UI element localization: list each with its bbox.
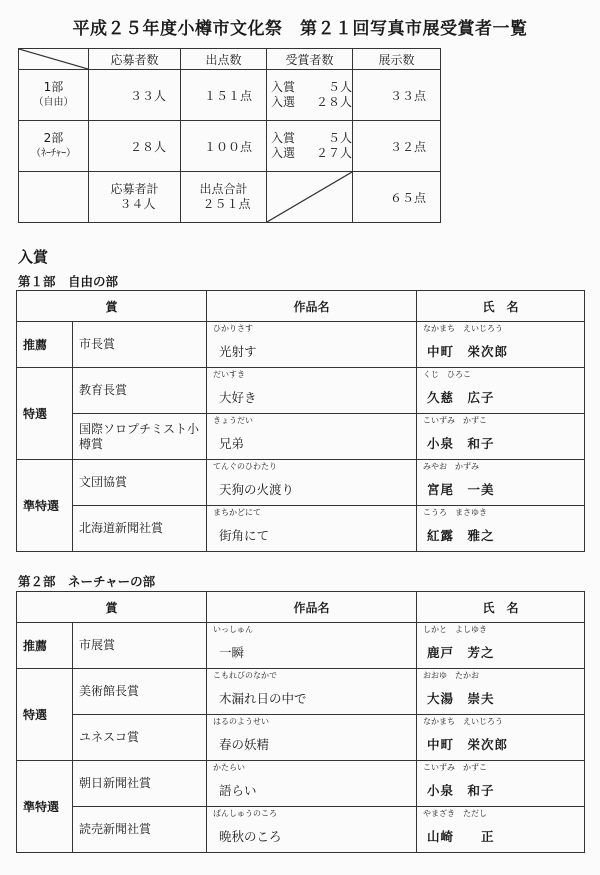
total-entries-value: ２５１点 <box>202 197 251 211</box>
photographer-name: 鹿戸 芳之 <box>417 636 585 669</box>
prize-name: 国際ソロプチミスト小樽賞 <box>73 414 207 460</box>
col-prize: 賞 <box>17 291 207 322</box>
rank-label: 準特選 <box>17 460 73 552</box>
category-label: 2部 <box>43 131 64 145</box>
work-reading: だいすき <box>207 368 417 382</box>
category-cell <box>19 70 89 121</box>
col-prize: 賞 <box>17 592 207 623</box>
col-name: 氏 名 <box>417 291 585 322</box>
work-reading: こもれびのなかで <box>207 669 417 683</box>
summary-row <box>19 70 441 121</box>
name-reading: くじ ひろこ <box>417 368 585 382</box>
total-entries-label: 出点合計 <box>199 182 248 196</box>
award-count: ５人 <box>327 80 352 94</box>
prize-name: 教育長賞 <box>73 368 207 414</box>
summary-table <box>18 48 441 223</box>
display-value: ３３点 <box>353 70 441 121</box>
rank-label: 特選 <box>17 368 73 460</box>
total-applicants-value: ３４人 <box>119 197 156 211</box>
work-title: 光射す <box>207 335 417 368</box>
award-row <box>17 761 585 775</box>
prize-name: 北海道新聞社賞 <box>73 506 207 552</box>
work-reading: ひかりさす <box>207 322 417 336</box>
work-reading: てんぐのひわたり <box>207 460 417 474</box>
photographer-name: 紅露 雅之 <box>417 519 585 552</box>
diagonal-line <box>267 172 352 222</box>
work-reading: ばんしゅうのころ <box>207 807 417 821</box>
name-reading: みやお かずみ <box>417 460 585 474</box>
name-reading: やまざき ただし <box>417 807 585 821</box>
total-entries-cell <box>181 172 267 223</box>
section-title: 第２部 ネーチャーの部 <box>18 574 156 589</box>
empty-cell <box>19 172 89 223</box>
category-sub: （ﾈｰﾁｬｰ） <box>31 148 76 159</box>
award-header-row <box>17 592 585 623</box>
award-table-section2 <box>16 591 585 853</box>
name-reading: こいずみ かずこ <box>417 761 585 775</box>
award-row <box>17 322 585 336</box>
award-type: 入選 <box>271 95 296 109</box>
photographer-name: 小泉 和子 <box>417 427 585 460</box>
award-type: 入賞 <box>271 80 296 94</box>
applicants-value: ３３人 <box>89 70 181 121</box>
award-row <box>17 460 585 474</box>
award-row <box>17 807 585 821</box>
header-applicants: 応募者数 <box>89 49 181 70</box>
total-applicants-cell <box>89 172 181 223</box>
name-reading: おおゆ たかお <box>417 669 585 683</box>
awardees-cell <box>267 70 353 121</box>
rank-label: 推薦 <box>17 322 73 368</box>
total-applicants-label: 応募者計 <box>110 182 159 196</box>
award-count: ２８人 <box>315 95 352 109</box>
header-awardees: 受賞者数 <box>267 49 353 70</box>
award-header-row <box>17 291 585 322</box>
summary-corner-cell <box>19 49 89 70</box>
photographer-name: 中町 栄次郎 <box>417 728 585 761</box>
summary-header-row <box>19 49 441 70</box>
prize-name: 文団協賞 <box>73 460 207 506</box>
award-row <box>17 669 585 683</box>
work-title: 木漏れ日の中で <box>207 682 417 715</box>
award-table-section1 <box>16 290 585 552</box>
name-reading: なかまち えいじろう <box>417 322 585 336</box>
award-row <box>17 414 585 428</box>
total-display-value: ６５点 <box>353 172 441 223</box>
awards-heading: 入賞 <box>18 248 49 266</box>
rank-label: 準特選 <box>17 761 73 853</box>
award-row <box>17 368 585 382</box>
award-row <box>17 506 585 520</box>
entries-value: １００点 <box>181 121 267 172</box>
category-label: 1部 <box>43 80 64 94</box>
col-work: 作品名 <box>207 291 417 322</box>
col-work: 作品名 <box>207 592 417 623</box>
section-title: 第１部 自由の部 <box>18 274 119 289</box>
award-row <box>17 623 585 637</box>
header-display: 展示数 <box>353 49 441 70</box>
applicants-value: ２８人 <box>89 121 181 172</box>
work-title: 天狗の火渡り <box>207 473 417 506</box>
prize-name: ユネスコ賞 <box>73 715 207 761</box>
award-row <box>17 715 585 729</box>
prize-name: 市長賞 <box>73 322 207 368</box>
col-name: 氏 名 <box>417 592 585 623</box>
award-count: ５人 <box>327 131 352 145</box>
work-title: 大好き <box>207 381 417 414</box>
work-title: 語らい <box>207 774 417 807</box>
work-reading: いっしゅん <box>207 623 417 637</box>
work-title: 街角にて <box>207 519 417 552</box>
photographer-name: 宮尾 一美 <box>417 473 585 506</box>
rank-label: 推薦 <box>17 623 73 669</box>
category-sub: （自由） <box>33 97 74 108</box>
work-title: 晩秋のころ <box>207 820 417 853</box>
work-reading: まちかどにて <box>207 506 417 520</box>
name-reading: こいずみ かずこ <box>417 414 585 428</box>
summary-total-row <box>19 172 441 223</box>
photographer-name: 山崎 正 <box>417 820 585 853</box>
header-entries: 出点数 <box>181 49 267 70</box>
prize-name: 読売新聞社賞 <box>73 807 207 853</box>
prize-name: 朝日新聞社賞 <box>73 761 207 807</box>
name-reading: なかまち えいじろう <box>417 715 585 729</box>
work-title: 兄弟 <box>207 427 417 460</box>
display-value: ３２点 <box>353 121 441 172</box>
name-reading: こうろ まさゆき <box>417 506 585 520</box>
work-title: 一瞬 <box>207 636 417 669</box>
awardees-cell <box>267 121 353 172</box>
photographer-name: 大湯 崇夫 <box>417 682 585 715</box>
photographer-name: 中町 栄次郎 <box>417 335 585 368</box>
photographer-name: 久慈 広子 <box>417 381 585 414</box>
work-title: 春の妖精 <box>207 728 417 761</box>
award-count: ２７人 <box>315 146 352 160</box>
prize-name: 美術館長賞 <box>73 669 207 715</box>
diagonal-line <box>19 49 88 69</box>
category-cell <box>19 121 89 172</box>
photographer-name: 小泉 和子 <box>417 774 585 807</box>
award-type: 入選 <box>271 146 296 160</box>
page-title: 平成２５年度小樽市文化祭 第２１回写真市展受賞者一覧 <box>72 19 528 39</box>
work-reading: はるのようせい <box>207 715 417 729</box>
prize-name: 市展賞 <box>73 623 207 669</box>
name-reading: しかと よしゆき <box>417 623 585 637</box>
work-reading: きょうだい <box>207 414 417 428</box>
entries-value: １５１点 <box>181 70 267 121</box>
diagonal-cell <box>267 172 353 223</box>
summary-row <box>19 121 441 172</box>
rank-label: 特選 <box>17 669 73 761</box>
award-type: 入賞 <box>271 131 296 145</box>
work-reading: かたらい <box>207 761 417 775</box>
